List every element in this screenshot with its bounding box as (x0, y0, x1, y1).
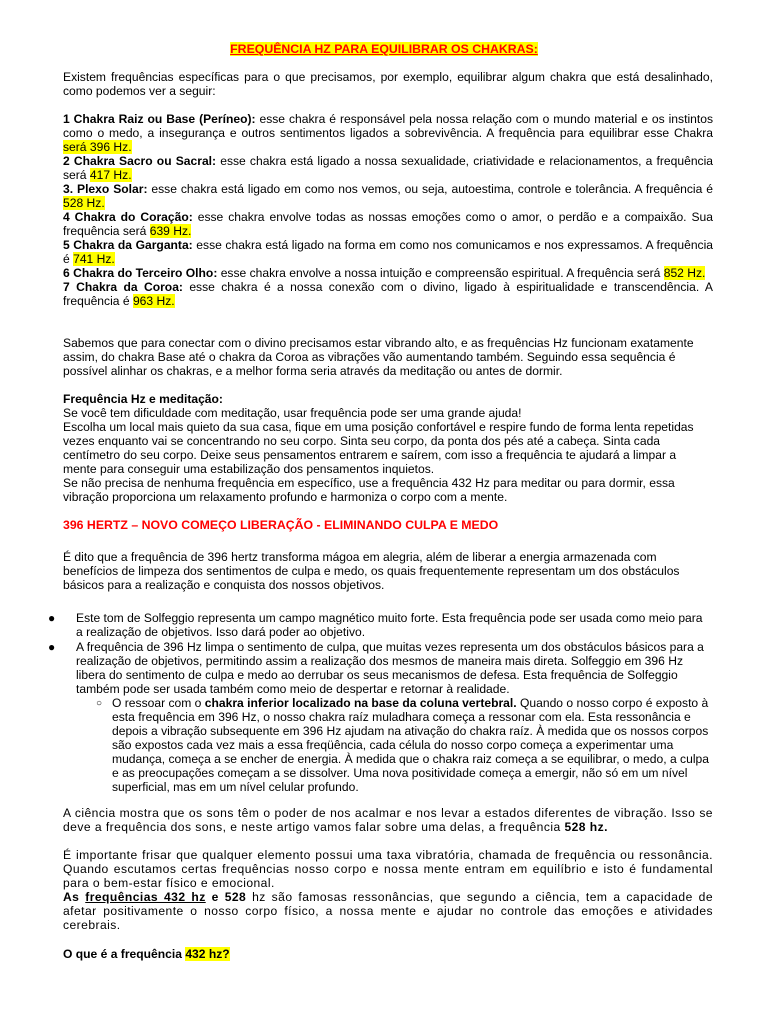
chakra-item: 4 Chakra do Coração: esse chakra envolve todas as nossas emoções como o amor, o perdão e a compaixão. Sua frequência será 639 Hz. (63, 210, 713, 238)
chakra-item: 5 Chakra da Garganta: esse chakra está ligado na forma em como nos comunicamos e nos expressamos. A frequência é 741 Hz. (63, 238, 714, 266)
meditacao-section (63, 392, 713, 504)
chakra-item: 3. Plexo Solar: esse chakra está ligado em como nos vemos, ou seja, autoestima, controle e tolerância. A frequência é 528 Hz. (63, 182, 713, 210)
document-title: FREQUÊNCIA HZ PARA EQUILIBRAR OS CHAKRAS: (230, 42, 538, 56)
frequency-highlight: será 396 Hz. (63, 140, 132, 154)
frequency-highlight: 417 Hz. (89, 168, 132, 182)
question-heading: O que é a frequência 432 hz? (63, 947, 230, 961)
bullet-item: Este tom de Solfeggio representa um campo magnético muito forte. Esta frequência pode ser usada como meio para a realização de objetivos. Isso dará poder ao objetivo. (76, 611, 703, 639)
meditacao-heading: Frequência Hz e meditação: (63, 392, 223, 406)
chakra-list (63, 112, 713, 308)
meditacao-line: Se você tem dificuldade com meditação, usar frequência pode ser uma grande ajuda! (63, 406, 522, 420)
sabemos-paragraph: Sabemos que para conectar com o divino precisamos estar vibrando alto, e as frequências Hz funcionam exatamente assim, do chakra Base até o chakra da Coroa as vibrações vão aumentando também. Seguindo essa sequência é possível alinhar os chakras, e a melhor forma seria através da meditação ou antes de dormir. (63, 336, 694, 378)
frequency-highlight: 432 hz? (185, 947, 230, 961)
frequency-highlight: 741 Hz. (73, 252, 115, 266)
meditacao-line: Escolha um local mais quieto da sua casa, fique em uma posição confortável e respire fundo de forma lenta repetidas vezes enquanto vai se concentrando no seu corpo. Sinta seu corpo, da ponta dos pés até a cabeça. Sinta cada centímetro do seu corpo. Deixe seus pensamentos entrarem e saírem, com isso a frequência te ajudará a limpar a mente para conseguir uma estabilização dos pensamentos inquietos. (63, 420, 694, 476)
ciencia-paragraph-3: As frequências 432 hz e 528 hz são famosas ressonâncias, que segundo a ciência, tem a capacidade de afetar positivamente o nosso corpo físico, a nossa mente e ajudar no controle das emoções e atividades cerebrais. (63, 890, 713, 932)
sub-bullet-circle: ○ (96, 698, 103, 709)
bullet-dot: ● (48, 640, 56, 654)
chakra-item: 1 Chakra Raiz ou Base (Períneo): esse chakra é responsável pela nossa relação com o mundo material e os instintos como o medo, a insegurança e outros sentimentos ligados a sobrevivência. A frequência para equilibrar esse Chakra será 396 Hz. (63, 112, 713, 154)
chakra-item: 6 Chakra do Terceiro Olho: esse chakra envolve a nossa intuição e compreensão espiritual. A frequência será 852 Hz. (63, 266, 706, 280)
frequencias-432-link[interactable]: frequências 432 hz (85, 890, 206, 904)
bullet-dot: ● (48, 611, 56, 625)
frequency-highlight: 639 Hz. (149, 224, 192, 238)
meditacao-line: Se não precisa de nenhuma frequência em específico, use a frequência 432 Hz para meditar ou para dormir, essa vibração proporciona um relaxamento profundo e harmoniza o corpo com a mente. (63, 476, 675, 504)
ciencia-paragraph-1: A ciência mostra que os sons têm o poder de nos acalmar e nos levar a estados diferentes de vibração. Isso se deve a frequência dos sons, e neste artigo vamos falar sobre uma delas, a frequência 528 hz. (63, 806, 713, 834)
bullet-item: A frequência de 396 Hz limpa o sentimento de culpa, que muitas vezes representa um dos obstáculos básicos para a realização de objetivos, permitindo assim a realização dos mesmos de maneira mais direta. Solfeggio em 396 Hz libera do sentimento de culpa e medo ao derrubar os seus mecanismos de defesa. Esta frequência de Solfeggio também pode ser usada também como meio de despertar e retornar à realidade. (76, 640, 704, 696)
sub-bullet-item: O ressoar com o chakra inferior localizado na base da coluna vertebral. Quando o nosso corpo é exposto à esta frequência em 396 Hz, o nosso chakra raíz muladhara começa a ressonar com ela. Esta ressonância e depois a vibração subsequente em 396 Hz ajudam na ativação do chakra raíz. À medida que os nossos corpos são expostos cada vez mais a essa freqüência, cada célula do nosso corpo começa a experimentar uma mudança, começa a se encher de energia. À medida que o chakra raiz começa a se equilibrar, o medo, a culpa e as preocupações começam a se dissolver. Uma nova positividade começa a emergir, não só em um nível superficial, mas em um nível celular profundo. (112, 696, 709, 794)
frequency-highlight: 528 Hz. (63, 196, 105, 210)
frequency-highlight: 852 Hz. (663, 266, 706, 280)
ciencia-paragraph-2: É importante frisar que qualquer elemento possui uma taxa vibratória, chamada de frequência ou ressonância. Quando escutamos certas frequências nosso corpo e nossa mente entram em equilíbrio e isto é fundamental para o bem-estar físico e emocional. (63, 848, 713, 890)
chakra-item: 7 Chakra da Coroa: esse chakra é a nossa conexão com o divino, ligado à espiritualidade e transcendência. A frequência é 963 Hz. (63, 280, 713, 308)
chakra-item: 2 Chakra Sacro ou Sacral: esse chakra está ligado a nossa sexualidade, criatividade e relacionamentos, a frequência será 417 Hz. (63, 154, 713, 182)
section-396-heading: 396 HERTZ – NOVO COMEÇO LIBERAÇÃO - ELIMINANDO CULPA E MEDO (63, 518, 499, 532)
frequency-highlight: 963 Hz. (132, 294, 175, 308)
intro-paragraph: Existem frequências específicas para o que precisamos, por exemplo, equilibrar algum chakra que está desalinhado, como podemos ver a seguir: (63, 70, 713, 98)
section-396-paragraph: É dito que a frequência de 396 hertz transforma mágoa em alegria, além de liberar a energia armazenada com benefícios de limpeza dos sentimentos de culpa e medo, os quais frequentemente representam um dos obstáculos básicos para a realização e conquista dos nossos objetivos. (63, 550, 680, 592)
